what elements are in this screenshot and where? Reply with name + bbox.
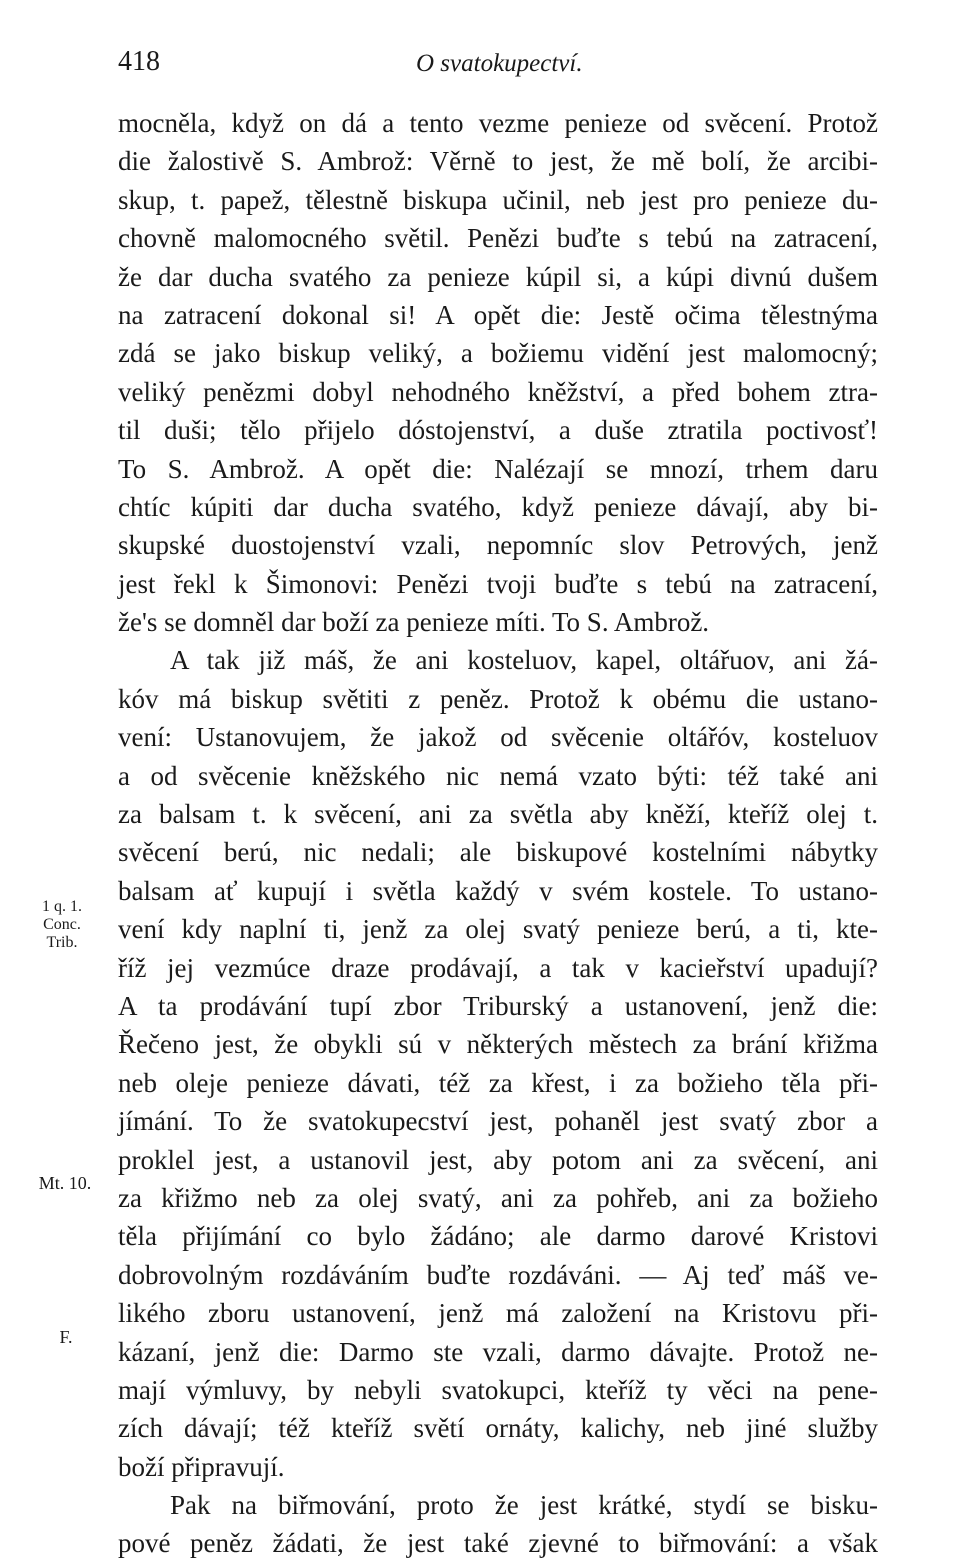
text-line: skup, t. papež, tělestně biskupa učinil, neb jest pro penieze du- [118,184,878,215]
text-line: A ta prodávání tupí zbor Triburský a ustanovení, jenž die: [118,990,878,1021]
text-line: mocněla, když on dá a tento vezme penieze od svěcení. Protož [118,108,878,138]
text-line: boží připravují. [118,1451,285,1482]
text-line: chtíc kúpiti dar ducha svatého, když penieze dávají, aby bi- [118,491,878,522]
margin-note-f: F. [59,1327,73,1347]
text-line: To S. Ambrož. A opět die: Nalézají se mnozí, trhem daru [118,453,878,484]
running-title: O svatokupectví. [416,50,583,77]
text-line: likého zboru ustanovení, jenž má založení na Kristovu při- [118,1298,878,1329]
margin-note-line: Conc. [43,916,81,933]
margin-note-matthew: Mt. 10. [38,1173,92,1193]
text-line: že dar ducha svatého za penieze kúpil si, a kúpi divnú dušem [118,261,878,292]
text-line: jest řekl k Šimonovi: Penězi tvoji buďte s tebú na zatracení, [118,568,878,599]
text-line: na zatracení dokonal si! A opět die: Jestě očima tělestnýma [118,299,878,330]
text-line: neb oleje penieze dávati, též za křest, i za božieho těla při- [118,1067,878,1098]
text-line: skupské duostojenství vzali, nepomníc slov Petrových, jenž [118,530,878,561]
text-line: dobrovolným rozdáváním buďte rozdáváni. — Aj teď máš ve- [118,1259,878,1290]
text-line: mají výmluvy, by nebyli svatokupci, kteříž ty věci na pene- [118,1374,878,1405]
text-line: za křižmo neb za olej svatý, ani za pohřeb, ani za božieho [118,1182,878,1213]
paragraph-start-line: A tak již máš, že ani kosteluov, kapel, oltářuov, ani žá- [170,645,878,676]
text-line: chovně malomocného světil. Penězi buďte s tebú na zatracení, [118,223,878,254]
text-line: vení kdy naplní ti, jenž za olej svatý penieze berú, a ti, kte- [118,914,878,945]
text-line: zích dávají; též kteříž světí ornáty, kalichy, neb jiné služby [118,1413,878,1444]
text-line: těla přijímání co bylo žádáno; ale darmo darové Kristovi [118,1221,878,1252]
text-line: Řečeno jest, že obykli sú v některých městech za brání křižma [118,1029,878,1060]
paragraph-start-line: Pak na biřmování, proto že jest krátké, stydí se bisku- [170,1490,878,1521]
text-line: pové peněz žádati, že jest také zjevné to biřmování: a však [118,1528,878,1559]
text-line: a od svěcenie kněžského nic nemá vzato býti: též také ani [118,760,878,791]
page-header [118,46,878,86]
text-line: že's se domněl dar boží za penieze míti. To S. Ambrož. [118,607,710,638]
margin-note-line: Trib. [46,934,78,951]
page-number: 418 [118,46,160,77]
text-line: za balsam t. k svěcení, ani za světla aby kněží, kteříž olej t. [118,799,878,830]
text-line: zdá se jako biskup veliký, a božiemu vidění jest malomocný; [118,338,878,369]
margin-note-line: 1 q. 1. [42,898,82,915]
text-line: říž jej vezmúce draze prodávají, a tak v kacieřství upadují? [118,952,878,983]
text-line: til duši; tělo přijelo dóstojenství, a duše ztratila poctivosť! [118,415,878,446]
text-line: jímání. To že svatokupecství jest, pohaněl jest svatý zbor a [118,1106,878,1137]
text-line: proklel jest, a ustanovil jest, aby potom ani za svěcení, ani [118,1144,878,1175]
text-line: veliký penězmi dobyl nehodného kněžství, a před bohem ztra- [118,376,878,407]
text-line: die žalostivě S. Ambrož: Věrně to jest, že mě bolí, že arcibi- [118,146,878,177]
body-text [118,104,878,1563]
text-line: kázaní, jenž die: Darmo ste vzali, darmo dávajte. Protož ne- [118,1336,878,1367]
text-line: svěcení berú, nic nedali; ale biskupové kostelními nábytky [118,837,878,868]
text-line: balsam ať kupují i světla každý v svém kostele. To ustano- [118,875,878,906]
text-line: vení: Ustanovujem, že jakož od svěcenie oltářóv, kosteluov [118,722,878,753]
text-line: kóv má biskup světiti z peněz. Protož k obému die ustano- [118,683,878,714]
margin-note-conc-trib [22,898,102,952]
